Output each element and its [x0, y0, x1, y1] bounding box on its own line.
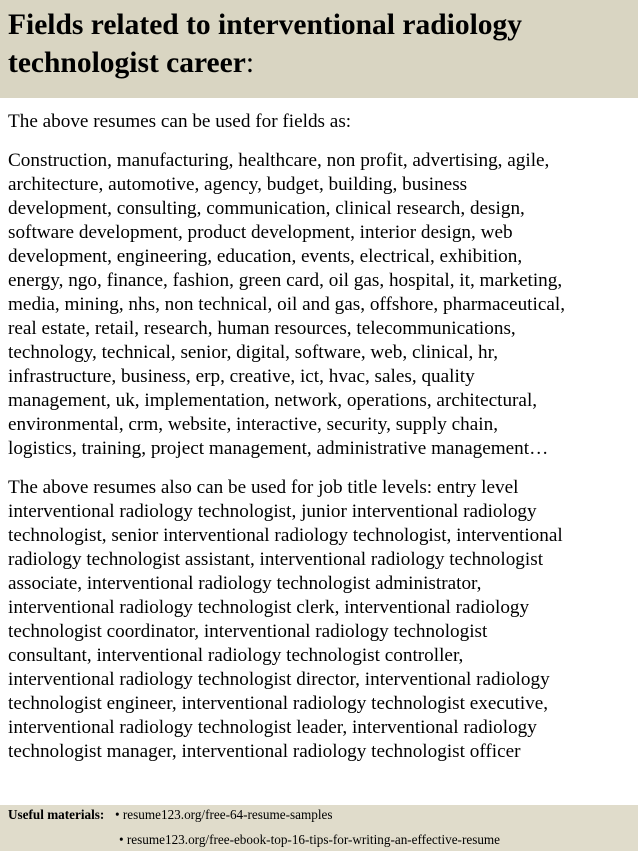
useful-materials-footer — [0, 805, 638, 851]
title-banner — [0, 0, 638, 98]
main-content — [8, 110, 634, 804]
job-levels-text: The above resumes also can be used for job title levels: entry level interventional radiology technologist, junior interventional radiology technologist, senior interventional radiology technologist, interventional radiology technologist assistant, interventional radiology technologist associate, interventional radiology technologist administrator, interventional radiology technologist clerk, interventional radiology technologist coordinator, interventional radiology technologist consultant, interventional radiology technologist controller, interventional radiology technologist director, interventional radiology technologist engineer, interventional radiology technologist executive, interventional radiology technologist leader, interventional radiology technologist manager, interventional radiology technologist officer — [8, 477, 563, 762]
intro-text: The above resumes can be used for fields as: — [8, 111, 352, 132]
useful-materials-label: Useful materials: — [8, 807, 105, 822]
resume-samples-link[interactable]: • resume123.org/free-64-resume-samples — [115, 807, 333, 822]
page-title-colon: : — [245, 47, 255, 79]
fields-list: Construction, manufacturing, healthcare, non profit, advertising, agile, architecture, automotive, agency, budget, building, business development, consulting, communication, clinical research, design, software development, product development, interior design, web development, engineering, education, events, electrical, exhibition, energy, ngo, finance, fashion, green card, oil gas, hospital, it, marketing, media, mining, nhs, non technical, oil and gas, offshore, pharmaceutical, real estate, retail, research, human resources, telecommunications, technology, technical, senior, digital, software, web, clinical, hr, infrastructure, business, erp, creative, ict, hvac, sales, quality management, uk, implementation, network, operations, architectural, environmental, crm, website, interactive, security, supply chain, logistics, training, project management, administrative management… — [8, 150, 565, 459]
page-title-text: Fields related to interventional radiology technologist career — [8, 9, 523, 79]
ebook-tips-link[interactable]: • resume123.org/free-ebook-top-16-tips-for-writing-an-effective-resume — [119, 832, 501, 847]
page-title — [8, 6, 630, 82]
